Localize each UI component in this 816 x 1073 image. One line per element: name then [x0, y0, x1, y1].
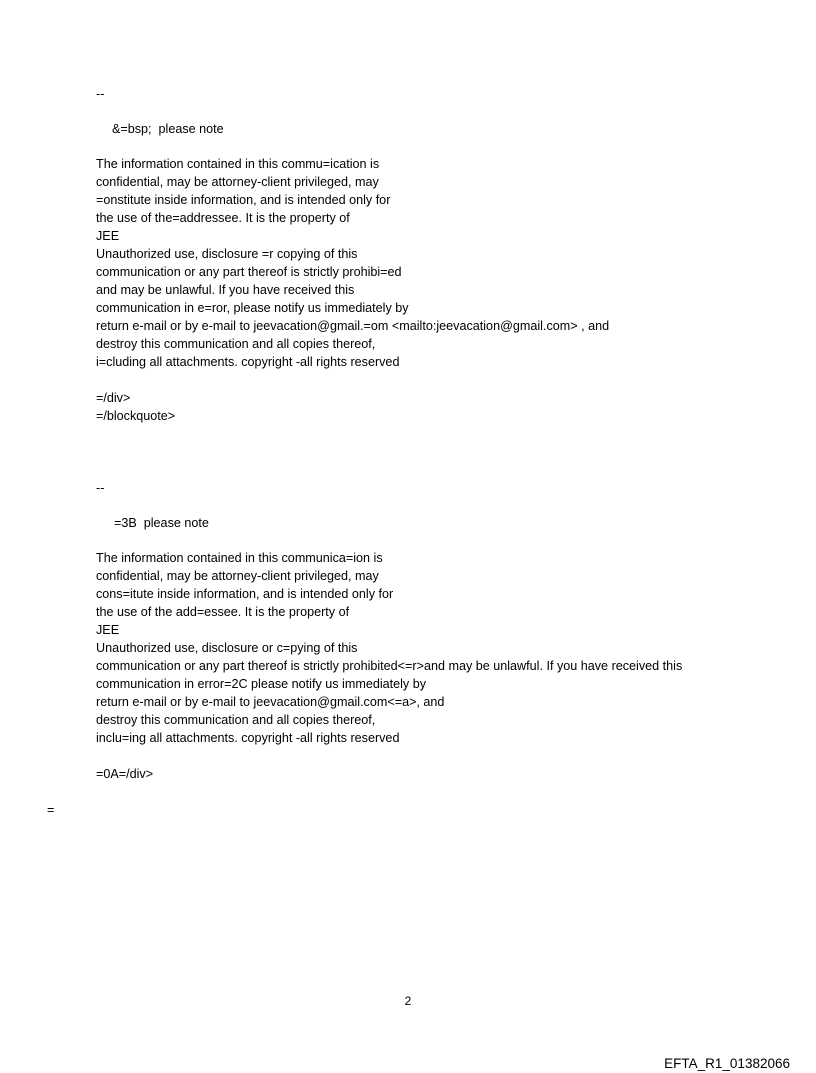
note-heading-2: =3B please note: [114, 516, 209, 530]
block2-line-7: communication or any part thereof is strictly prohibited<=r>and may be unlawful. If you have received this: [96, 659, 683, 673]
block1-line-3: =onstitute inside information, and is intended only for: [96, 193, 391, 207]
note-heading-1: &=bsp; please note: [112, 122, 224, 136]
block2-line-10: destroy this communication and all copies thereof,: [96, 713, 376, 727]
block1-line-7: communication or any part thereof is strictly prohibi=ed: [96, 265, 402, 279]
block2-line-11: inclu=ing all attachments. copyright -all rights reserved: [96, 731, 400, 745]
separator-2: --: [96, 481, 105, 495]
block2-line-6: Unauthorized use, disclosure or c=pying of this: [96, 641, 358, 655]
block1-line-10: return e-mail or by e-mail to jeevacation@gmail.=om <mailto:jeevacation@gmail.com> , and: [96, 319, 610, 333]
block2-line-1: The information contained in this communica=ion is: [96, 551, 383, 565]
block1-line-4: the use of the=addressee. It is the property of: [96, 211, 350, 225]
block2-line-3: cons=itute inside information, and is intended only for: [96, 587, 394, 601]
block1-line-12: i=cluding all attachments. copyright -all rights reserved: [96, 355, 400, 369]
page-number: 2: [404, 994, 412, 1008]
block2-line-5: JEE: [96, 623, 120, 637]
block1-line-5: JEE: [96, 229, 120, 243]
block1-line-1: The information contained in this commu=ication is: [96, 157, 380, 171]
close-div-2: =0A=/div>: [96, 767, 154, 781]
block1-line-11: destroy this communication and all copies thereof,: [96, 337, 376, 351]
trailing-equals: =: [47, 803, 55, 817]
block1-line-8: and may be unlawful. If you have received this: [96, 283, 355, 297]
document-id: EFTA_R1_01382066: [664, 1056, 790, 1071]
close-blockquote: =/blockquote>: [96, 409, 176, 423]
block1-line-9: communication in e=ror, please notify us immediately by: [96, 301, 409, 315]
block2-line-9: return e-mail or by e-mail to jeevacation@gmail.com<=a>, and: [96, 695, 445, 709]
block2-line-2: confidential, may be attorney-client privileged, may: [96, 569, 379, 583]
block1-line-6: Unauthorized use, disclosure =r copying of this: [96, 247, 358, 261]
block2-line-8: communication in error=2C please notify us immediately by: [96, 677, 427, 691]
block1-line-2: confidential, may be attorney-client privileged, may: [96, 175, 379, 189]
close-div-1: =/div>: [96, 391, 131, 405]
block2-line-4: the use of the add=essee. It is the property of: [96, 605, 350, 619]
separator-1: --: [96, 87, 105, 101]
